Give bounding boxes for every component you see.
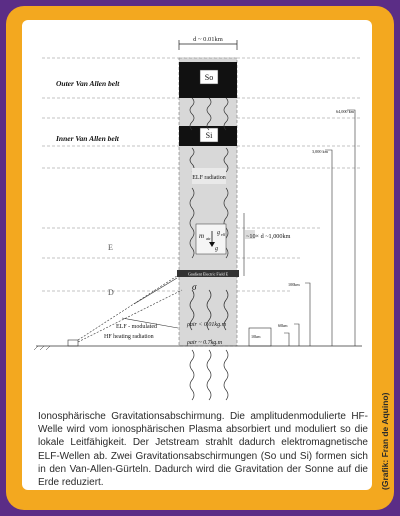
inner-belt-label: Inner Van Allen belt — [56, 134, 119, 143]
width-label: d ~ 0.01km — [193, 36, 223, 43]
figure-caption: Ionosphärische Gravitationsabschirmung. Die amplitudenmodulierte HF-Welle wird vom ionosphärischen Plasma absorbiert und moduliert so die lokale Leitfähigkeit. Der Jetstream strahlt dadurch elektromagnetische ELF-Wellen ab. Zwei Gravitationsabschirmungen (So und Si) formen sich in den Van-Allen-Gürteln. Dadurch wird die Gravitation der Sonne auf die Erde reduziert. — [38, 411, 368, 489]
distance-label: ~10× d ~1,000km — [246, 233, 291, 240]
g-label: g — [215, 246, 218, 252]
outer-belt-label: Outer Van Allen belt — [56, 79, 120, 88]
rho-bottom: ρair ~ 0.7kg.m — [187, 340, 223, 346]
elf-radiation-label: ELF radiation — [192, 175, 226, 181]
altitude-100: 100km — [288, 282, 300, 287]
mass-label: m — [199, 232, 205, 240]
so-label: So — [204, 73, 214, 82]
altitude-64000: 64,000 km — [336, 109, 354, 114]
sigma-label: σ — [192, 282, 197, 292]
altitude-10: 10km — [251, 334, 261, 339]
gradient-label: Gradient Electric Field E — [187, 271, 229, 277]
altitude-60: 60km — [278, 323, 288, 328]
figure-card — [22, 20, 372, 490]
image-credit: (Grafik: Fran de Aquino) — [380, 392, 390, 490]
hf-antenna — [68, 340, 78, 346]
gravitational-shielding-diagram — [22, 28, 372, 408]
hf-heating-label: HF heating radiation — [104, 334, 154, 340]
g-eff-label: g — [217, 230, 220, 236]
si-label: Si — [205, 131, 213, 140]
layer-d: D — [108, 288, 114, 297]
mass-sub: air — [206, 236, 211, 241]
layer-e: E — [108, 243, 113, 252]
g-eff-sub: eff — [221, 233, 226, 237]
altitude-3000: 3,000 km — [312, 149, 328, 154]
rho-top: ρair < 0.01kg.m — [187, 322, 226, 328]
elf-modulated-label: ELF - modulated — [116, 324, 157, 330]
central-column — [179, 58, 237, 346]
